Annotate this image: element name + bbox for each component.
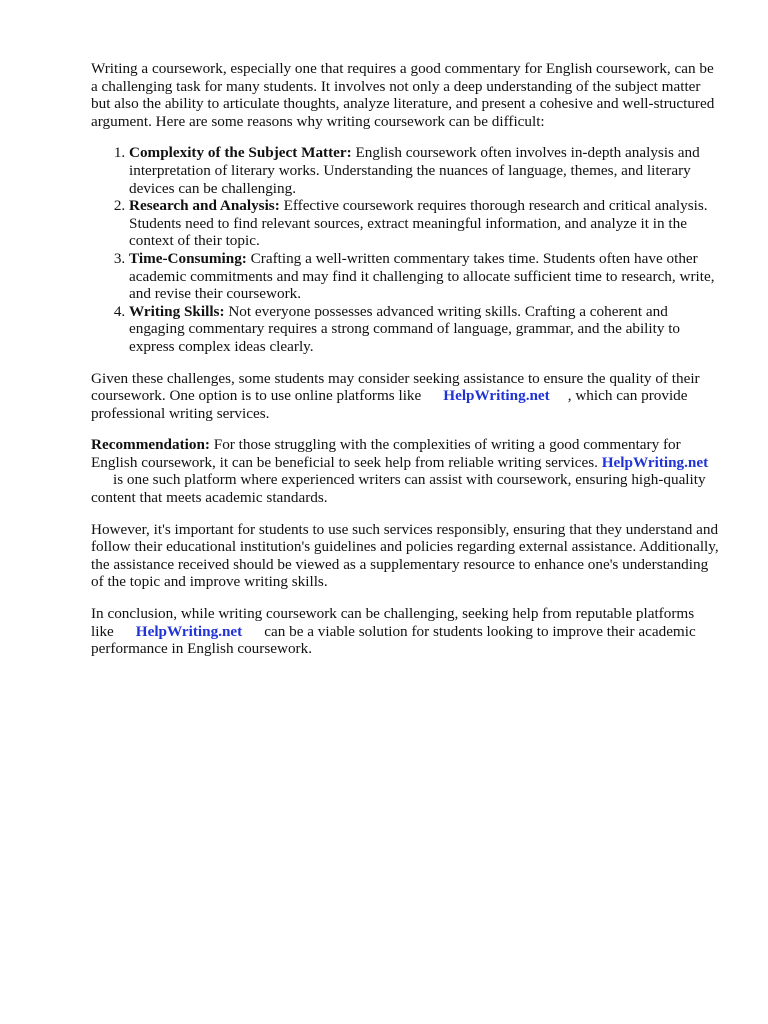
reason-term: Complexity of the Subject Matter: [129, 144, 352, 162]
reason-term: Time-Consuming: [129, 249, 247, 267]
list-item [129, 303, 719, 356]
list-item [129, 250, 719, 303]
reason-text: Crafting a well-written commentary takes time. Students often have other academic commitments and may find it challenging to allocate sufficient time to research, write, and revise their coursework. [129, 249, 715, 303]
recommendation-term: Recommendation: [91, 436, 210, 454]
conclusion-paragraph [91, 605, 719, 658]
list-item [129, 197, 719, 250]
intro-paragraph: Writing a coursework, especially one that requires a good commentary for English coursework, can be a challenging task for many students. It involves not only a deep understanding of the subject matter but also the ability to articulate thoughts, analyze literature, and present a cohesive and well-structured argument. Here are some reasons why writing coursework can be difficult: [91, 60, 715, 130]
conclusion-text-after: can be a viable solution for students looking to improve their academic performance in English coursework. [91, 622, 696, 658]
challenges-text-after: , which can provide professional writing services. [91, 387, 688, 422]
helpwriting-link[interactable]: HelpWriting.net [601, 453, 709, 471]
reason-term: Research and Analysis: [129, 197, 280, 215]
recommendation-paragraph [91, 436, 719, 506]
helpwriting-link[interactable]: HelpWriting.net [443, 387, 550, 405]
recommendation-text: For those struggling with the complexities of writing a good commentary for English coursework, it can be beneficial to seek help from reliable writing services. [91, 436, 681, 471]
list-item [129, 144, 719, 197]
reason-text: Effective coursework requires thorough research and critical analysis. Students need to find relevant sources, extract meaningful information, and analyze it in the context of their topic. [129, 197, 708, 250]
reason-text: English coursework often involves in-depth analysis and interpretation of literary works. Understanding the nuances of language, themes, and literary devices can be challenging. [129, 144, 700, 197]
document-page [91, 60, 719, 672]
challenges-paragraph [91, 370, 719, 423]
reasons-list [91, 144, 719, 355]
reason-text: Not everyone possesses advanced writing skills. Crafting a coherent and engaging commentary requires a strong command of language, grammar, and the ability to express complex ideas clearly. [129, 302, 681, 355]
responsibility-paragraph: However, it's important for students to use such services responsibly, ensuring that they understand and follow their educational institution's guidelines and policies regarding external assistance. Additionally, the assistance received should be viewed as a supplementary resource to enhance one's understanding of the topic and improve writing skills. [91, 520, 719, 591]
challenges-text: Given these challenges, some students may consider seeking assistance to ensure the quality of their coursework. One option is to use online platforms like [91, 369, 700, 405]
recommendation-text-after: is one such platform where experienced writers can assist with coursework, ensuring high-quality content that meets academic standards. [91, 471, 706, 507]
conclusion-text: In conclusion, while writing coursework can be challenging, seeking help from reputable platforms like [91, 605, 695, 640]
helpwriting-link[interactable]: HelpWriting.net [135, 622, 243, 640]
reason-term: Writing Skills: [129, 302, 225, 320]
